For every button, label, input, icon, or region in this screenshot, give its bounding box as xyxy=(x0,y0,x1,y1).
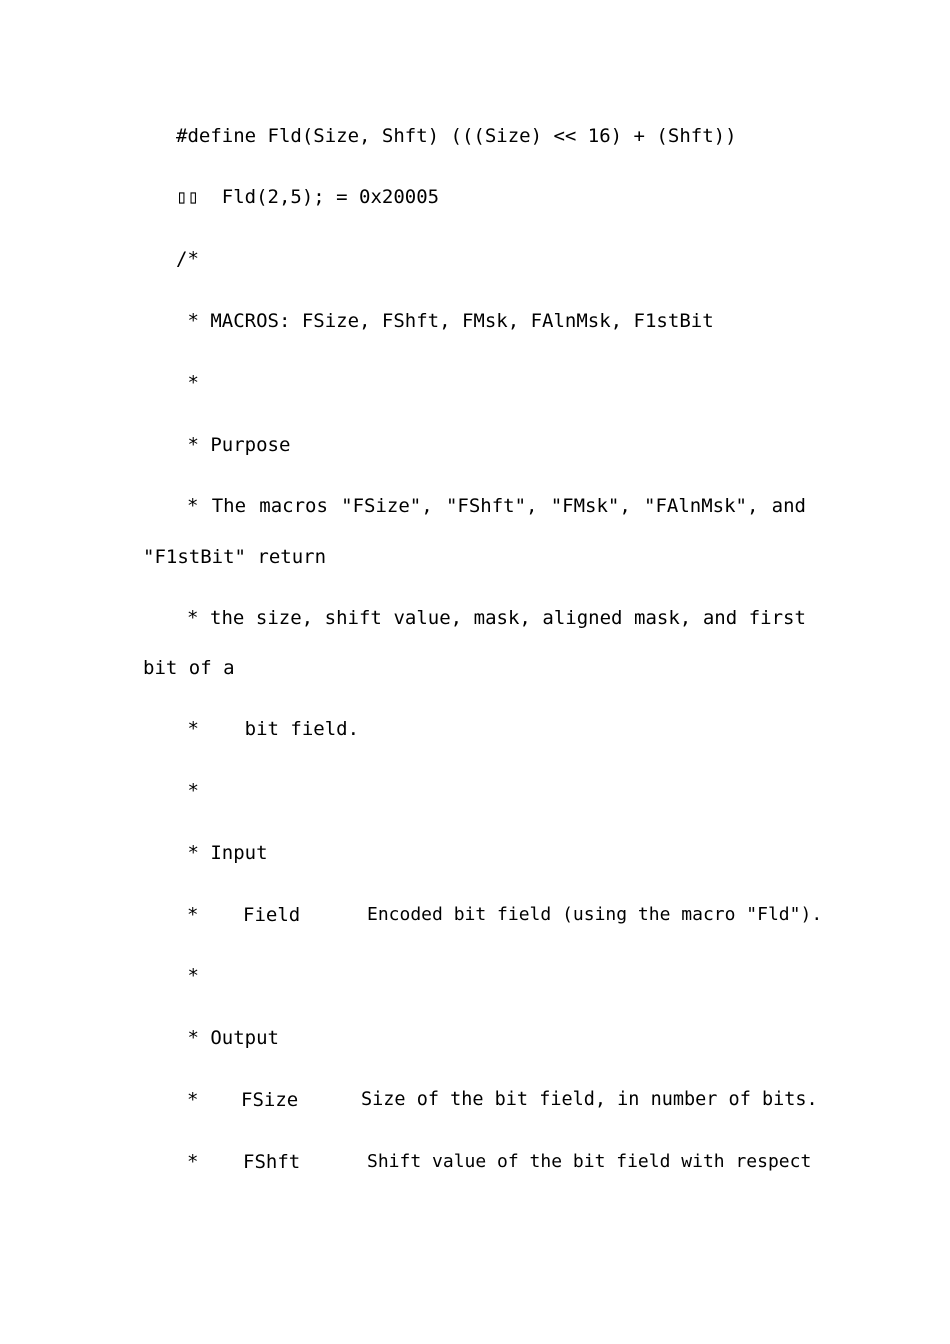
word: and xyxy=(702,607,738,629)
code-line-example: ▯▯ Fld(2,5); = 0x20005 xyxy=(176,186,440,208)
code-line-define: #define Fld(Size, Shft) (((Size) << 16) + (Shft)) xyxy=(176,125,737,147)
code-line-purpose-wrap-2: bit of a xyxy=(143,657,235,679)
asterisk: * xyxy=(187,1089,199,1111)
code-line-blank-comment: * xyxy=(176,372,199,394)
word: size, xyxy=(255,607,314,629)
code-line-blank-comment: * xyxy=(176,965,199,987)
code-line-output: * Output xyxy=(176,1027,279,1049)
code-line-output-fshft xyxy=(176,1150,812,1174)
word: mask, xyxy=(634,607,692,629)
word: "FSize", xyxy=(341,495,433,517)
word: shift xyxy=(324,607,382,629)
param-desc: Size of the bit field, in number of bits. xyxy=(361,1089,818,1110)
code-line-input: * Input xyxy=(176,842,268,864)
code-line-purpose: * Purpose xyxy=(176,434,291,456)
word: "FAlnMsk", xyxy=(644,495,759,517)
word: macros xyxy=(259,495,328,517)
code-line-comment-open: /* xyxy=(176,248,199,270)
code-line-purpose-desc-3: * bit field. xyxy=(176,718,360,740)
code-line-macros: * MACROS: FSize, FShft, FMsk, FAlnMsk, F1stBit xyxy=(176,310,714,332)
word: mask, xyxy=(473,607,531,629)
code-line-output-fsize xyxy=(176,1088,818,1112)
asterisk: * xyxy=(187,1151,199,1173)
param-desc: Shift value of the bit field with respect xyxy=(367,1151,812,1172)
word: and xyxy=(771,495,806,517)
param-name: FSize xyxy=(241,1089,299,1111)
asterisk: * xyxy=(187,904,199,926)
word: first xyxy=(748,607,806,629)
asterisk: * xyxy=(187,607,199,629)
word: The xyxy=(211,495,247,517)
param-name: FShft xyxy=(243,1151,301,1173)
word: the xyxy=(210,607,245,629)
word: "FMsk", xyxy=(550,495,631,517)
param-name: Field xyxy=(243,904,301,926)
code-line-blank-comment: * xyxy=(176,780,199,802)
word: "FShft", xyxy=(445,495,538,517)
code-line-purpose-desc-1 xyxy=(176,494,806,518)
code-line-purpose-wrap-1: "F1stBit" return xyxy=(143,546,327,568)
word: value, xyxy=(393,607,463,629)
code-line-purpose-desc-2 xyxy=(176,606,806,630)
code-line-input-field xyxy=(176,903,823,927)
asterisk: * xyxy=(187,495,199,517)
param-desc: Encoded bit field (using the macro "Fld"). xyxy=(367,904,823,925)
word: aligned xyxy=(542,607,623,629)
